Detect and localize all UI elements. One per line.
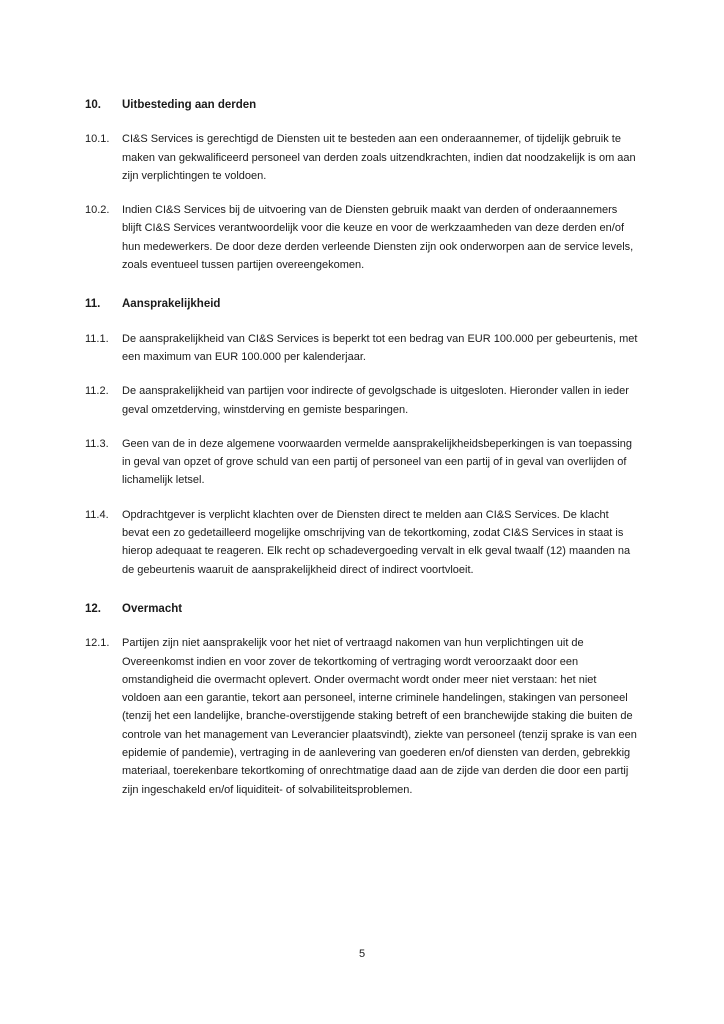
section-title: Overmacht: [122, 602, 183, 615]
paragraph-number: 10.1.: [85, 133, 110, 146]
paragraph-number: 10.2.: [85, 204, 110, 217]
page-number: 5: [358, 948, 366, 960]
paragraph-number: 11.2.: [85, 385, 109, 398]
paragraph-number: 12.1.: [85, 637, 110, 650]
paragraph-text: CI&S Services is gerechtigd de Diensten uit te besteden aan een onderaannemer, of tijdelijk gebruik te maken van gekwalificeerd personeel van derden zoals uitzendkrachten, indien dat noodzakelijk is om aan zijn verplichtingen te voldoen.: [122, 133, 636, 182]
section-title: Uitbesteding aan derden: [122, 99, 257, 111]
section-heading-12: [85, 600, 638, 618]
paragraph-10-1: [85, 130, 638, 185]
paragraph-11-2: [85, 382, 638, 419]
paragraph-11-1: [85, 330, 638, 367]
paragraph-12-1: [85, 634, 638, 799]
document-body: [85, 96, 638, 815]
page-footer: [0, 945, 724, 963]
section-title: Aansprakelijkheid: [122, 298, 221, 311]
paragraph-text: Geen van de in deze algemene voorwaarden vermelde aansprakelijkheidsbeperkingen is van toepassing in geval van opzet of grove schuld van een partij of personeel van een partij of in geval van overlijden of lichamelijk letsel.: [122, 437, 632, 487]
paragraph-number: 11.4.: [85, 508, 109, 521]
paragraph-text: Indien CI&S Services bij de uitvoering van de Diensten gebruik maakt van derden of onderaannemers blijft CI&S Services verantwoordelijk voor die keuze en voor de werkzaamheden van deze derden en/of hun medewerkers. De door deze derden verleende Diensten zijn ook onderworpen aan de service levels, zoals eventueel tussen partijen overeengekomen.: [122, 204, 634, 272]
paragraph-11-3: [85, 435, 638, 490]
paragraph-11-4: [85, 506, 638, 579]
paragraph-text: De aansprakelijkheid van CI&S Services is beperkt tot een bedrag van EUR 100.000 per gebeurtenis, met een maximum van EUR 100.000 per kalenderjaar.: [122, 332, 638, 363]
section-number: 11.: [85, 298, 101, 311]
paragraph-10-2: [85, 201, 638, 274]
paragraph-number: 11.3.: [85, 437, 109, 450]
paragraph-text: De aansprakelijkheid van partijen voor indirecte of gevolgschade is uitgesloten. Hieronder vallen in ieder geval omzetderving, winstderving en gemiste besparingen.: [122, 385, 629, 416]
section-heading-10: [85, 96, 638, 114]
paragraph-text: Opdrachtgever is verplicht klachten over de Diensten direct te melden aan CI&S Services. De klacht bevat een zo gedetailleerd mogelijke omschrijving van de tekortkoming, zodat CI&S Services in staat is hierop adequaat te reageren. Elk recht op schadevergoeding vervalt in elk geval twaalf (12) maanden na de gebeurtenis waaruit de aansprakelijkheid direct of indirect voortvloeit.: [122, 508, 631, 576]
section-heading-11: [85, 295, 638, 313]
paragraph-text: Partijen zijn niet aansprakelijk voor het niet of vertraagd nakomen van hun verplichtingen uit de Overeenkomst indien en voor zover de tekortkoming of vertraging wordt veroorzaakt door een omstandigheid die overmacht oplevert. Onder overmacht wordt onder meer niet verstaan: het niet voldoen aan een garantie, tekort aan personeel, interne criminele handelingen, stakingen van personeel (tenzij het een landelijke, branche-overstijgende staking betreft of een branchewijde staking die buiten de controle van het management van Leverancier plaatsvindt), ziekte van personeel (tenzij sprake is van een epidemie of pandemie), vertraging in de aanlevering van goederen en/of diensten van derden, gebrekkig materiaal, toerekenbare tekortkoming of onrechtmatige daad aan de zijde van derden die door een partij zijn ingeschakeld en/of liquiditeit- of solvabiliteitsproblemen.: [122, 637, 637, 796]
section-number: 12.: [85, 602, 101, 615]
paragraph-number: 11.1.: [85, 332, 109, 345]
section-number: 10.: [85, 99, 101, 111]
